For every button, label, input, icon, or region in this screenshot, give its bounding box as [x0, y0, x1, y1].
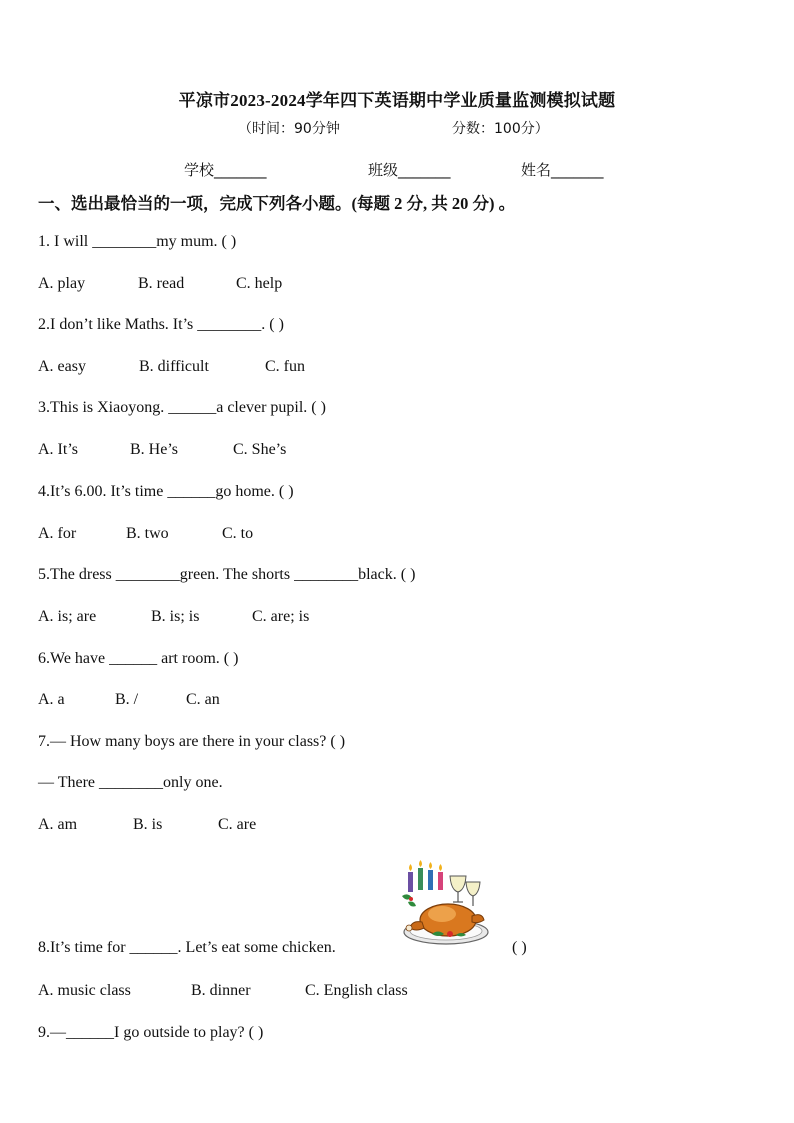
answer-paren: ( )	[512, 939, 527, 956]
option-c: C. an	[186, 691, 220, 708]
option-c: C. help	[236, 275, 283, 292]
option-a: A. is; are	[38, 608, 97, 625]
question-stem: 5.The dress ________green. The shorts ________black. ( )	[38, 566, 416, 583]
option-a: A. am	[38, 816, 78, 833]
class-field: 班级_______	[368, 161, 451, 179]
option-c: C. are; is	[252, 608, 310, 625]
option-b: B. dinner	[191, 982, 251, 999]
option-b: B. He’s	[130, 441, 178, 458]
option-a: A. for	[38, 525, 77, 542]
option-a: A. It’s	[38, 441, 78, 458]
question-stem: 8.It’s time for ______. Let’s eat some chicken.	[38, 939, 336, 956]
question-stem: 3.This is Xiaoyong. ______a clever pupil. ( )	[38, 399, 326, 416]
option-a: A. music class	[38, 982, 131, 999]
option-c: C. are	[218, 816, 257, 833]
option-c: C. English class	[305, 982, 408, 999]
option-b: B. read	[138, 275, 185, 292]
option-c: C. to	[222, 525, 254, 542]
question-stem: 4.It’s 6.00. It’s time ______go home. ( )	[38, 483, 294, 500]
exam-score: 分数：100分）	[452, 121, 549, 137]
option-a: A. a	[38, 691, 65, 708]
question-stem: 1. I will ________my mum. ( )	[38, 233, 237, 250]
option-a: A. play	[38, 275, 86, 292]
question-stem: 6.We have ______ art room. ( )	[38, 650, 239, 667]
option-b: B. is; is	[151, 608, 200, 625]
school-field: 学校_______	[184, 161, 267, 179]
section-heading: 一、选出最恰当的一项，完成下列各小题。(每题 2 分, 共 20 分) 。	[38, 194, 516, 213]
question-stem: 7.— How many boys are there in your class? ( )	[38, 733, 346, 750]
option-b: B. is	[133, 816, 163, 833]
option-b: B. /	[115, 691, 139, 708]
question-stem: 9.—______I go outside to play? ( )	[38, 1024, 264, 1041]
option-b: B. two	[126, 525, 169, 542]
question-stem: 2.I don’t like Maths. It’s ________. ( )	[38, 316, 284, 333]
roast-chicken-picture	[392, 858, 492, 946]
option-c: C. She’s	[233, 441, 287, 458]
question-reply: — There ________only one.	[38, 774, 223, 791]
option-b: B. difficult	[139, 358, 209, 375]
option-c: C. fun	[265, 358, 305, 375]
exam-time: （时间：90分钟	[238, 121, 340, 137]
option-a: A. easy	[38, 358, 86, 375]
page-title: 平凉市2023-2024学年四下英语期中学业质量监测模拟试题	[178, 91, 616, 110]
name-field: 姓名_______	[521, 161, 604, 179]
